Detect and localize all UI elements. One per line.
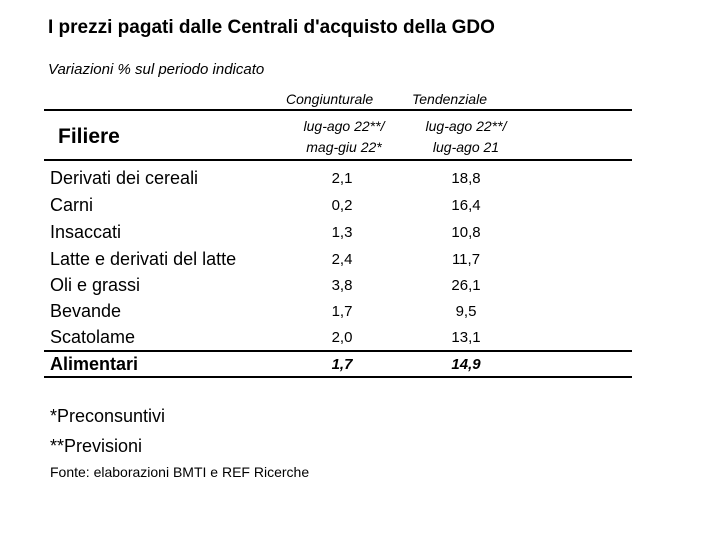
value-tendenziale: 11,7 [451, 251, 481, 268]
footnote-preconsuntivi: *Preconsuntivi [50, 406, 166, 426]
row-header-filiere: Filiere [58, 125, 120, 148]
source-note: Fonte: elaborazioni BMTI e REF Ricerche [50, 464, 310, 480]
period-line-1: lug-ago 22**/ [303, 118, 385, 134]
page-title: I prezzi pagati dalle Centrali d'acquisto della GDO [48, 17, 495, 38]
period-label-tendenziale [396, 116, 536, 158]
row-label: Insaccati [50, 222, 122, 242]
table-row [0, 167, 701, 193]
total-label: Alimentari [50, 354, 139, 374]
value-congiunturale: 1,7 [331, 303, 353, 320]
table-row [0, 326, 701, 352]
value-tendenziale: 26,1 [451, 277, 481, 294]
table-row [0, 248, 701, 274]
value-congiunturale: 2,1 [331, 170, 353, 187]
row-label: Scatolame [50, 327, 136, 347]
period-line-2: mag-giu 22* [306, 139, 382, 155]
table-row [0, 221, 701, 247]
row-label: Carni [50, 195, 94, 215]
table-top-rule [44, 109, 632, 111]
column-header-tendenziale: Tendenziale [412, 91, 487, 107]
total-tendenziale: 14,9 [451, 356, 481, 373]
row-label: Latte e derivati del latte [50, 249, 237, 269]
value-congiunturale: 1,3 [331, 224, 353, 241]
table-header-rule [44, 159, 632, 161]
row-label: Derivati dei cereali [50, 168, 199, 188]
total-congiunturale: 1,7 [331, 356, 353, 373]
value-tendenziale: 16,4 [451, 197, 481, 214]
value-tendenziale: 9,5 [455, 303, 477, 320]
table-row [0, 274, 701, 300]
value-tendenziale: 10,8 [451, 224, 481, 241]
table-row [0, 194, 701, 220]
period-line-1: lug-ago 22**/ [425, 118, 507, 134]
table-total-rule [44, 350, 632, 352]
row-label: Oli e grassi [50, 275, 141, 295]
period-line-2: lug-ago 21 [432, 139, 500, 155]
value-tendenziale: 13,1 [451, 329, 481, 346]
row-label: Bevande [50, 301, 122, 321]
value-congiunturale: 2,0 [331, 329, 353, 346]
table-bottom-rule [44, 376, 632, 378]
page-subtitle: Variazioni % sul periodo indicato [48, 61, 265, 78]
period-label-congiunturale [274, 116, 414, 158]
table-row [0, 300, 701, 326]
value-congiunturale: 0,2 [331, 197, 353, 214]
value-tendenziale: 18,8 [451, 170, 481, 187]
column-header-congiunturale: Congiunturale [286, 91, 374, 107]
footnote-previsioni: **Previsioni [50, 436, 143, 456]
value-congiunturale: 2,4 [331, 251, 353, 268]
value-congiunturale: 3,8 [331, 277, 353, 294]
